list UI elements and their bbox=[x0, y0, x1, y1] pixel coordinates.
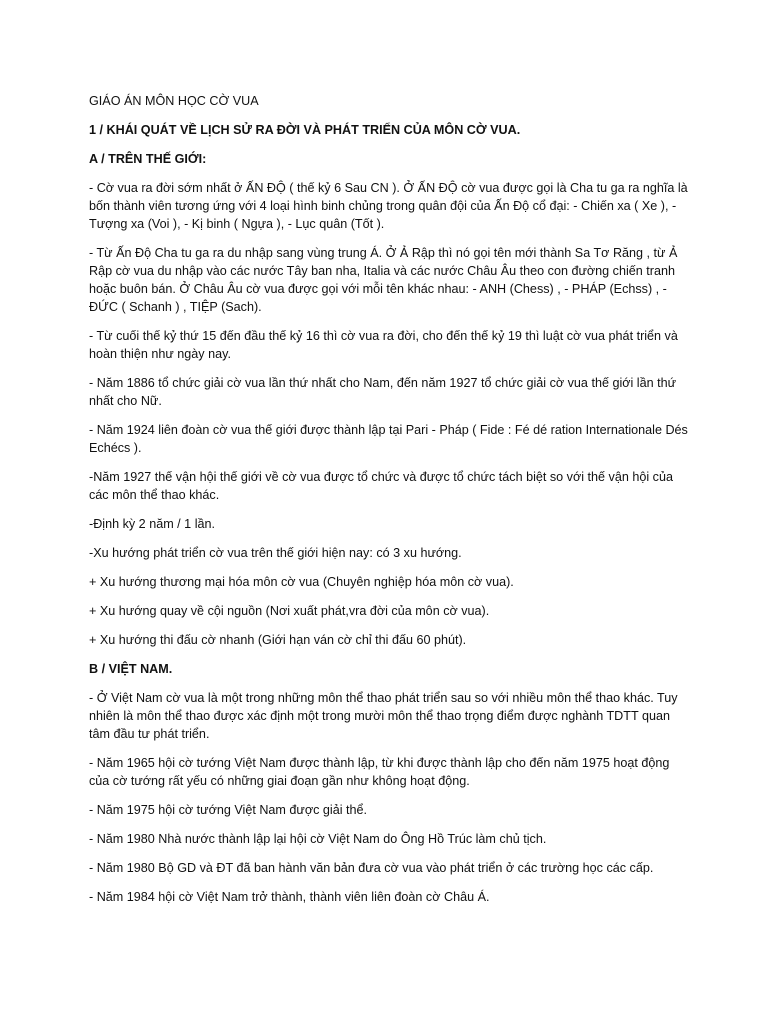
subsection-heading-vietnam: B / VIỆT NAM. bbox=[89, 662, 173, 676]
list-item-trend-origin: + Xu hướng quay về cội nguồn (Nơi xuất phát,vra đời của môn cờ vua). bbox=[89, 604, 490, 618]
paragraph-world-tournaments: - Năm 1886 tổ chức giải cờ vua lần thứ nhất cho Nam, đến năm 1927 tổ chức giải cờ vua thế giới lần thứ nhất cho Nữ. bbox=[89, 376, 677, 408]
list-item-trend-commercial: + Xu hướng thương mại hóa môn cờ vua (Chuyên nghiệp hóa môn cờ vua). bbox=[89, 575, 514, 589]
document-body bbox=[89, 92, 689, 917]
subsection-heading-world: A / TRÊN THẾ GIỚI: bbox=[89, 152, 207, 166]
document-title: GIÁO ÁN MÔN HỌC CỜ VUA bbox=[89, 94, 259, 108]
paragraph-vietnam-1975: - Năm 1975 hội cờ tướng Việt Nam được giải thể. bbox=[89, 803, 368, 817]
paragraph-vietnam-1965: - Năm 1965 hội cờ tướng Việt Nam được thành lập, từ khi được thành lập cho đến năm 1975 hoạt động của cờ tướng rất yếu có những giai đoạn gần như không hoạt động. bbox=[89, 756, 670, 788]
paragraph-vietnam-1984: - Năm 1984 hội cờ Việt Nam trở thành, thành viên liên đoàn cờ Châu Á. bbox=[89, 890, 490, 904]
section-heading-history: 1 / KHÁI QUÁT VỀ LỊCH SỬ RA ĐỜI VÀ PHÁT TRIỂN CỦA MÔN CỜ VUA. bbox=[89, 123, 521, 137]
list-item-trend-rapid: + Xu hướng thi đấu cờ nhanh (Giới hạn ván cờ chỉ thi đấu 60 phút). bbox=[89, 633, 467, 647]
paragraph-world-rules: - Từ cuối thế kỷ thứ 15 đến đầu thế kỷ 16 thì cờ vua ra đời, cho đến thế kỷ 19 thì luật cờ vua phát triển và hoàn thiện như ngày nay. bbox=[89, 329, 678, 361]
paragraph-vietnam-1980-schools: - Năm 1980 Bộ GD và ĐT đã ban hành văn bản đưa cờ vua vào phát triển ở các trường học các cấp. bbox=[89, 861, 654, 875]
paragraph-world-olympiad: -Năm 1927 thế vận hội thế giới về cờ vua được tổ chức và được tổ chức tách biệt so với thế vận hội của các môn thể thao khác. bbox=[89, 470, 673, 502]
paragraph-world-spread: - Từ Ấn Độ Cha tu ga ra du nhập sang vùng trung Á. Ở Ả Rập thì nó gọi tên mới thành Sa Tơ Răng , từ Ả Rập cờ vua du nhập vào các nước Tây ban nha, Italia và các nước Châu Âu theo con đường chiến tranh hoặc buôn bán. Ở Châu Âu cờ vua được gọi với mỗi tên khác nhau: - ANH (Chess) , - PHÁP (Echss) , - ĐỨC ( Schanh ) , TIỆP (Sach). bbox=[89, 246, 678, 314]
paragraph-world-fide: - Năm 1924 liên đoàn cờ vua thế giới được thành lập tại Pari - Pháp ( Fide : Fé dé ration Internationale Dés Echécs ). bbox=[89, 423, 688, 455]
paragraph-world-trends: -Xu hướng phát triển cờ vua trên thế giới hiện nay: có 3 xu hướng. bbox=[89, 546, 462, 560]
paragraph-vietnam-1980-association: - Năm 1980 Nhà nước thành lập lại hội cờ Việt Nam do Ông Hồ Trúc làm chủ tịch. bbox=[89, 832, 547, 846]
paragraph-vietnam-intro: - Ở Việt Nam cờ vua là một trong những môn thể thao phát triển sau so với nhiều môn thể thao khác. Tuy nhiên là môn thể thao được xác định một trong mười môn thể thao trọng điểm được nghành TDTT quan tâm đầu tư phát triển. bbox=[89, 691, 678, 741]
paragraph-world-origin: - Cờ vua ra đời sớm nhất ở ẤN ĐỘ ( thế kỷ 6 Sau CN ). Ở ẤN ĐỘ cờ vua được gọi là Cha tu ga ra nghĩa là bốn thành viên tương ứng với 4 loại hình binh chủng trong quân đội của Ấn Độ cổ đại: - Chiến xa ( Xe ), - Tượng xa (Voi ), - Kị binh ( Ngựa ), - Lục quân (Tốt ). bbox=[89, 181, 688, 231]
paragraph-world-period: -Định kỳ 2 năm / 1 lần. bbox=[89, 517, 215, 531]
